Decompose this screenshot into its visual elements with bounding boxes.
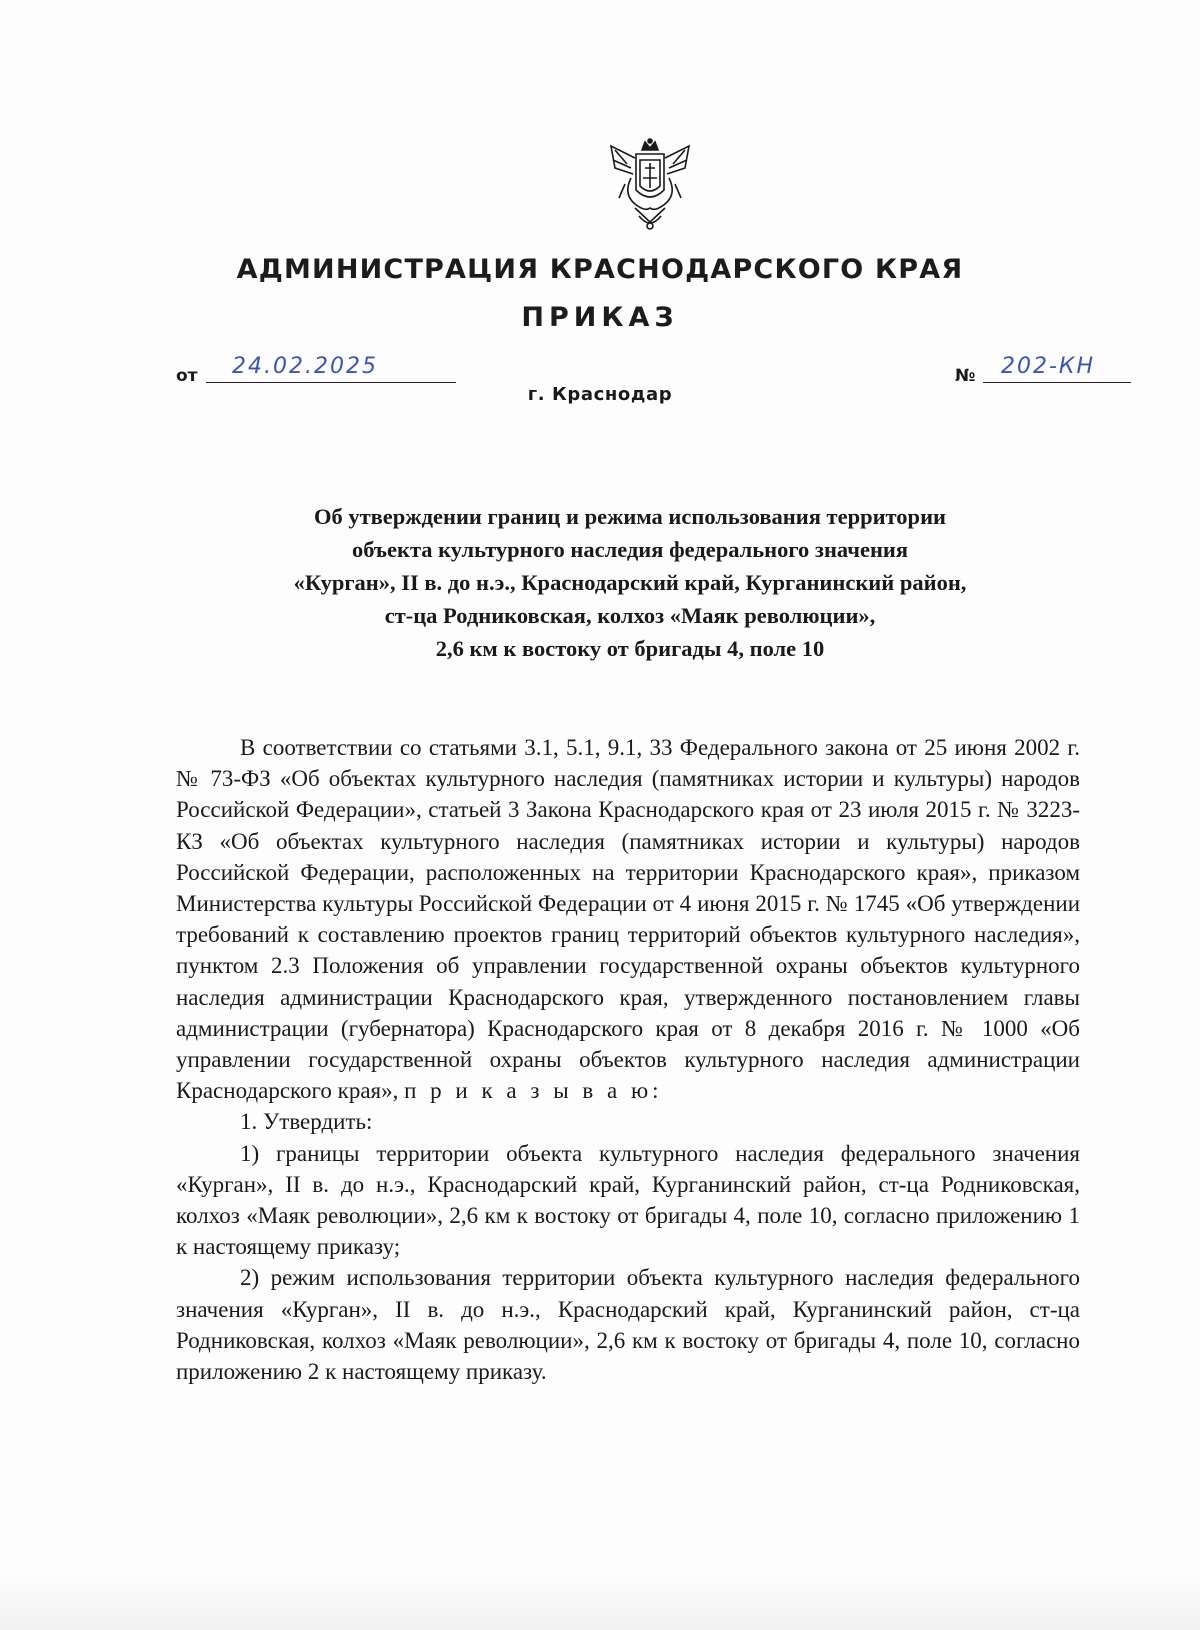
order-word: п р и к а з ы в а ю: xyxy=(404,1078,663,1104)
organization-title: АДМИНИСТРАЦИЯ КРАСНОДАРСКОГО КРАЯ xyxy=(236,254,964,285)
order-subject xyxy=(180,500,1080,665)
item-1-1: 1) границы территории объекта культурного наследия федерального значения «Курган», II в. до н.э., Краснодарский край, Курганинский район, ст-ца Родниковская, колхоз «Маяк революции», 2,6 км к востоку от бригады 4, поле 10, согласно приложению 1 к настоящему приказу; xyxy=(176,1140,1080,1260)
date-value: 24.02.2025 xyxy=(232,354,378,379)
scan-edge-shadow xyxy=(0,1570,1200,1630)
number-label: № xyxy=(955,366,976,386)
city: г. Краснодар xyxy=(527,384,673,405)
subject-line: ст-ца Родниковская, колхоз «Маяк революции», xyxy=(384,603,876,628)
order-body xyxy=(176,732,1080,1387)
number-underline xyxy=(983,382,1131,383)
subject-line: объекта культурного наследия федерального значения xyxy=(351,537,909,562)
preamble-text: В соответствии со статьями 3.1, 5.1, 9.1, 33 Федерального закона от 25 июня 2002 г. № 73-ФЗ «Об объектах культурного наследия (памятниках истории и культуры) народов Российской Федерации», статьей 3 Закона Краснодарского края от 23 июля 2015 г. № 3223-КЗ «Об объектах культурного наследия (памятниках истории и культуры) народов Российской Федерации, расположенных на территории Краснодарского края», приказом Министерства культуры Российской Федерации от 4 июня 2015 г. № 1745 «Об утверждении требований к составлению проектов границ территорий объектов культурного наследия», пунктом 2.3 Положения об управлении государственной охраны объектов культурного наследия администрации Краснодарского края, утвержденного постановлением главы администрации (губернатора) Краснодарского края от 8 декабря 2016 г. № 1000 «Об управлении государственной охраны объектов культурного наследия администрации Краснодарского края», xyxy=(176,735,1080,1104)
item-1-2: 2) режим использования территории объекта культурного наследия федерального значения «Курган», II в. до н.э., Краснодарский край, Курганинский район, ст-ца Родниковская, колхоз «Маяк революции», 2,6 км к востоку от бригады 4, поле 10, согласно приложению 2 к настоящему приказу. xyxy=(176,1265,1080,1385)
document-type: ПРИКАЗ xyxy=(521,302,679,333)
date-underline xyxy=(206,382,456,383)
subject-line: «Курган», II в. до н.э., Краснодарский край, Курганинский район, xyxy=(293,570,967,595)
coat-of-arms-icon xyxy=(605,138,695,234)
item-1: 1. Утвердить: xyxy=(240,1109,373,1135)
number-value: 202-КН xyxy=(1001,354,1096,379)
subject-line: 2,6 км к востоку от бригады 4, поле 10 xyxy=(435,636,825,661)
subject-line: Об утверждении границ и режима использования территории xyxy=(313,504,947,529)
date-label: от xyxy=(176,366,198,386)
preamble-paragraph xyxy=(176,732,1080,1106)
